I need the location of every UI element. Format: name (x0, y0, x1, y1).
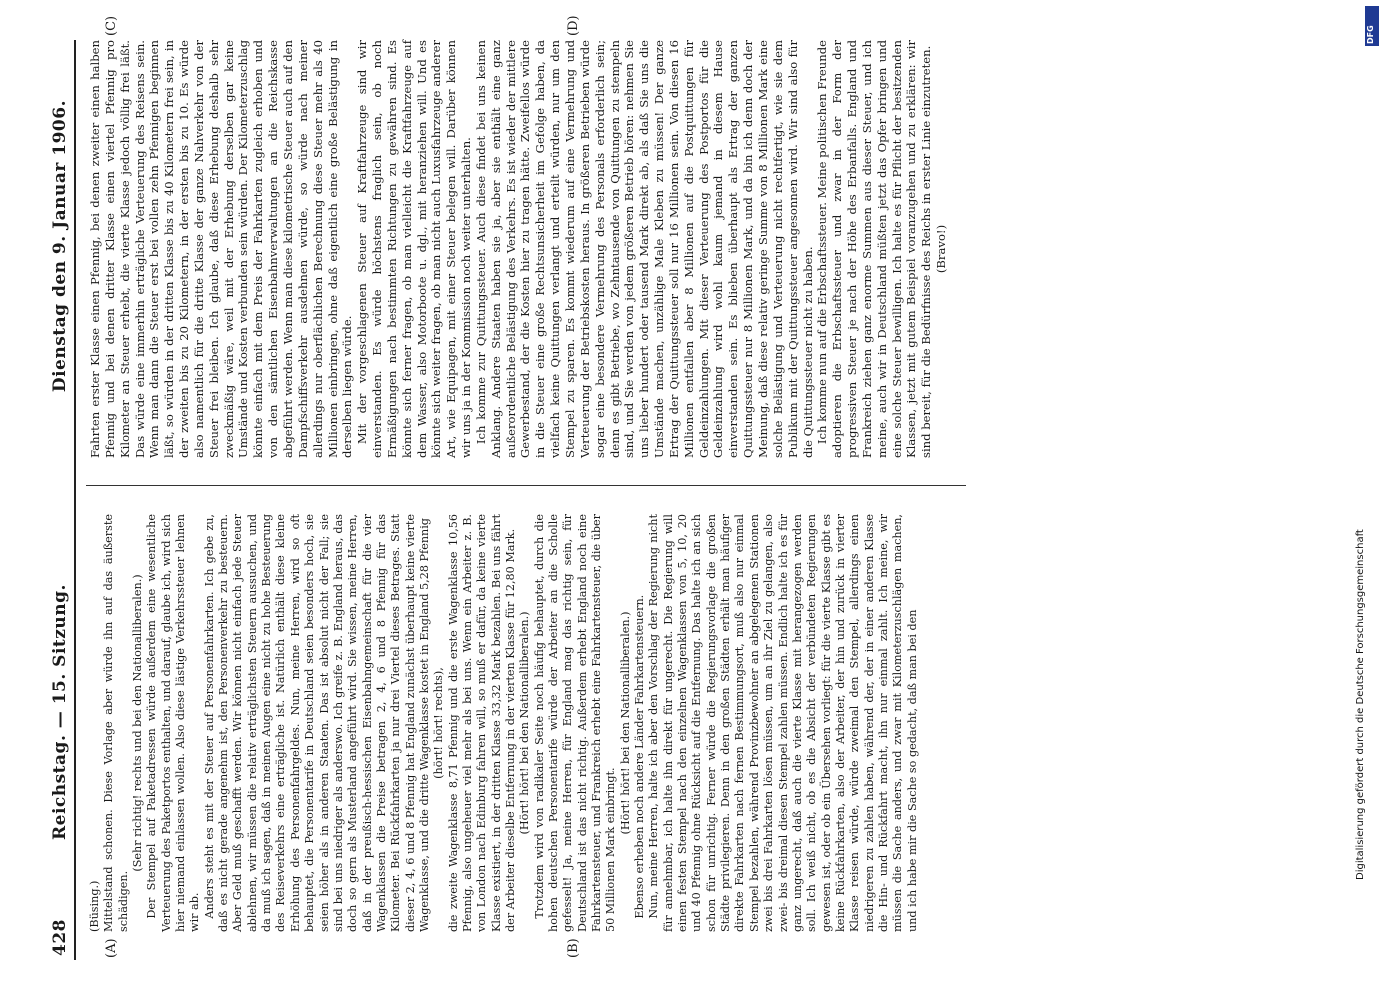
page-header (46, 40, 76, 960)
left-text-column (88, 514, 920, 932)
margin-mark-a: (A) (104, 938, 119, 958)
paragraph: (Büsing.) (88, 880, 101, 932)
paragraph: Nun, meine Herren, halte ich aber den Vorschlag der Regierung nicht für annehmbar, ich halte ihn direkt für ungerecht. Die Regierung will einen festen Stempel nach den einzelnen Wagenklassen von 5, 10, 20 und 40 Pfennig ohne Rücksicht auf die Entfernung. Das halte ich an sich schon für unrichtig. Ferner würde die Regierungsvorlage die großen Städte privilegieren. Denn in den großen Städten erhält man häufiger direkte Fahrkarten nach fernen Bestimmungsort, muß also nur einmal Stempel bezahlen, während Provinzbewohner an abgelegenen Stationen zwei bis drei Fahrkarten lösen müssen, um an ihr Ziel zu gelangen, also zwei- bis dreimal diesen Stempel zahlen müssen. Endlich halte ich es für ganz ungerecht, daß auch die vierte Klasse mit herangezogen werden soll. Ich weiß nicht, ob es die Absicht der verbündeten Regierungen gewesen ist, oder ob ein Übersehen vorliegt: für die vierte Klasse gibt es keine Rückfahrkarten, also der Arbeiter, der hin und zurück in vierter Klasse reisen würde, würde zweimal den Stempel, allerdings einen niedrigeren zu zahlen haben, während der, der in einer anderen Klasse die Hin- und Rückfahrt macht, ihn nur einmal zahlt. Ich meine, wir müssen die Sache anders, und zwar mit Kilometerzuschlägen machen, und ich habe mir die Sache so gedacht, daß man bei den (647, 514, 919, 932)
digitization-note (1355, 120, 1379, 880)
paragraph: (Hört! hört! bei den Nationalliberalen.) (518, 611, 532, 835)
digitization-note-text: Digitalisierung gefördert durch die Deutsche Forschungsgemeinschaft (1355, 529, 1366, 880)
paragraph: Anders steht es mit der Steuer auf Personenfahrkarten. Ich gebe zu, daß es nicht gerade angenehm ist, den Personenverkehr zu besteuern. Aber Geld muß geschafft werden. Wir können nicht einfach jede Steuer ablehnen, wir müssen die relativ erträglichsten Steuern aussuchen, und da muß ich sagen, daß in meinen Augen eine nicht zu hohe Besteuerung des Reiseverkehrs eine erträgliche ist. Natürlich enthält diese kleine Erhöhung des Personenfahrgeldes. Nun, meine Herren, wird so oft behauptet, die Personentarife in Deutschland seien besonders hoch, sie seien höher als in anderen Staaten. Das ist absolut nicht der Fall; sie sind bei uns niedriger als anderswo. Ich greife z. B. England heraus, das doch so gern als Musterland angeführt wird. Sie wissen, meine Herren, daß in der preußisch-hessischen Eisenbahngemeinschaft für die vier Wagenklassen die Preise betragen 2, 4, 6 und 8 Pfennig für das Kilometer. Bei Rückfahrkarten ja nur drei Viertel dieses Betrages. Statt dieser 2, 4, 6 und 8 Pfennig hat England zunächst überhaupt keine vierte Wagenklasse, und die dritte Wagenklasse kostet in England 5,28 Pfennig (202, 514, 431, 932)
margin-mark-d: (D) (566, 15, 581, 36)
margin-mark-b: (B) (566, 938, 581, 958)
paragraph: (Sehr richtig! rechts und bei den Nationalliberalen.) (131, 574, 145, 872)
page-number: 428 (50, 919, 70, 956)
paragraph: die zweite Wagenklasse 8,71 Pfennig und die erste Wagenklasse 10,56 Pfennig, also ungeheuer viel mehr als bei uns. Wenn ein Arbeiter z. B. von London nach Edinburg fahren will, so muß er dafür, da keine vierte Klasse existiert, in der dritten Klasse 33,32 Mark bezahlen. Bei uns fährt der Arbeiter dieselbe Entfernung in der vierten Klasse für 12,80 Mark. (446, 514, 517, 932)
paragraph: (Bravo!) (934, 224, 949, 274)
header-date: Dienstag den 9. Januar 1906. (50, 100, 70, 393)
paragraph: Mittelstand schonen. Diese Vorlage aber würde ihn auf das äußerste schädigen. (102, 514, 130, 932)
dfg-logo (1365, 6, 1379, 46)
paragraph: Ebenso erheben noch andere Länder Fahrkartensteuern. (633, 594, 647, 919)
paragraph: (hört! hört! rechts), (432, 667, 446, 779)
paragraph: Trotzdem wird von radikaler Seite noch häufig behauptet, durch die hohen deutschen Personentarife würde der Arbeiter an die Scholle gefesselt! Ja, meine Herren, für England mag das richtig sein, für Deutschland ist das nicht richtig. Außerdem erhebt England noch eine Fahrkartensteuer, und Frankreich erhebt eine Fahrkartensteuer, die über 50 Millionen Mark einbringt. (532, 514, 618, 932)
margin-mark-c: (C) (104, 15, 119, 36)
paragraph: Fahrten erster Klasse einen Pfennig, bei denen zweiter einen halben Pfennig und bei denen dritter Klasse einen viertel Pfennig pro Kilometer an Steuer erhebt, die vierte Klasse jedoch völlig frei läßt. Das würde eine immerhin erträgliche Verteuerung des Reisens sein. Wenn man dann die Steuer erst bei vollen zehn Pfennigen beginnen läßt, so würden in der dritten Klasse bis zu 40 Kilometern frei sein, in der zweiten bis zu 20 Kilometern, in der ersten bis zu 10. Es würde also namentlich für die dritte Klasse der ganze Nahverkehr von der Steuer frei bleiben. Ich glaube, daß diese Erhebung deshalb sehr zweckmäßig wäre, weil mit der Erhebung derselben gar keine Umstände und Kosten verbunden sein würden. Der Kilometerzuschlag könnte einfach mit dem Preis der Fahrkarten zugleich erhoben und von den sämtlichen Eisenbahnverwaltungen an die Reichskasse abgeführt werden. Wenn man diese kilometrische Steuer auch auf den Dampfschiffsverkehr ausdehnen würde, so würde nach meiner allerdings nur oberflächlichen Berechnung diese Steuer mehr als 40 Millionen einbringen, ohne daß eigentlich eine große Belästigung in derselben liegen würde. (88, 40, 355, 458)
paragraph: Mit der vorgeschlagenen Steuer auf Kraftfahrzeuge sind wir einverstanden. Es würde höchstens fraglich sein, ob noch Ermäßigungen nach bestimmten Richtungen zu gewähren sind. Es könnte sich ferner fragen, ob man vielleicht die Kraftfahrzeuge auf dem Wasser, also Motorboote u. dgl., mit heranziehen will. Und es könnte sich weiter fragen, ob man nicht auch Luxusfahrzeuge anderer Art, wie Equipagen, mit einer Steuer belegen will. Darüber können wir uns ja in der Kommission noch weiter unterhalten. (355, 40, 474, 458)
paragraph: Ich komme nun auf die Erbschaftssteuer. Meine politischen Freunde adoptieren die Erbschaftssteuer und zwar in der Form der progressiven Steuer je nach der Höhe des Erbanfalls. England und Frankreich ziehen ganz enorme Summen aus dieser Steuer, und ich meine, auch wir in Deutschland müßten jetzt das Opfer bringen und eine solche Steuer bewilligen. Ich halte es für Pflicht der besitzenden Klassen, jetzt mit gutem Beispiel voranzugehen und zu erklären: wir sind bereit, für die Bedürfnisse des Reichs in erster Linie einzutreten. (815, 40, 934, 458)
paragraph: Ich komme zur Quittungssteuer. Auch diese findet bei uns keinen Anklang. Andere Staaten haben sie ja, aber sie enthält eine ganz außerordentliche Belästigung des Verkehrs. Es ist wieder der mittlere Gewerbestand, der die Kosten hier zu tragen hätte. Zweifellos würde in die Steuer eine große Rechtsunsicherheit im Gefolge haben, da vielfach keine Quittungen verlangt und erteilt würden, nur um den Stempel zu sparen. Es kommt wiederum auf eine Vermehrung und Verteuerung der Betriebskosten heraus. In größeren Betrieben würde sogar eine besondere Vermehrung des Personals erforderlich sein; denn es gibt Betriebe, wo Zehntausende von Quittungen zu stempeln sind, und Sie werden von jedem größeren Betrieb hören: nehmen Sie uns lieber hundert oder tausend Mark direkt ab, als daß Sie uns die Umstände machen, unzählige Male Kleben zu müssen! Der ganze Ertrag der Quittungssteuer soll nur 16 Millionen sein. Von diesen 16 Millionen entfallen aber 8 Millionen auf die Postquittungen für Geldeinzahlungen. Mit dieser Verteuerung des Postportos für die Geldeinzahlung wird wohl kaum jemand in diesem Hause einverstanden sein. Es blieben überhaupt als Ertrag der ganzen Quittungssteuer nur 8 Millionen Mark, und da bin ich denn doch der Meinung, daß diese relativ geringe Summe von 8 Millionen Mark eine solche Belästigung und Verteuerung nicht rechtfertigt, wie sie dem Publikum mit der Quittungssteuer angesonnen wird. Wir sind also für die Quittungssteuer nicht zu haben. (473, 40, 815, 458)
column-divider (86, 485, 966, 486)
paragraph: (Hört! hört! bei den Nationalliberalen.) (618, 611, 632, 835)
rotated-page (46, 0, 1346, 960)
dfg-logo-text: DFG (1366, 25, 1375, 44)
header-title: Reichstag. — 15. Sitzung. (50, 584, 70, 840)
paragraph: Der Stempel auf Paketadressen würde außerdem eine wesentliche Verteuerung des Paketportos enthalten, und darauf, glaube ich, wird sich hier niemand einlassen wollen. Also diese lästige Verkehrssteuer lehnen wir ab. (145, 514, 202, 932)
right-text-column (88, 40, 949, 458)
